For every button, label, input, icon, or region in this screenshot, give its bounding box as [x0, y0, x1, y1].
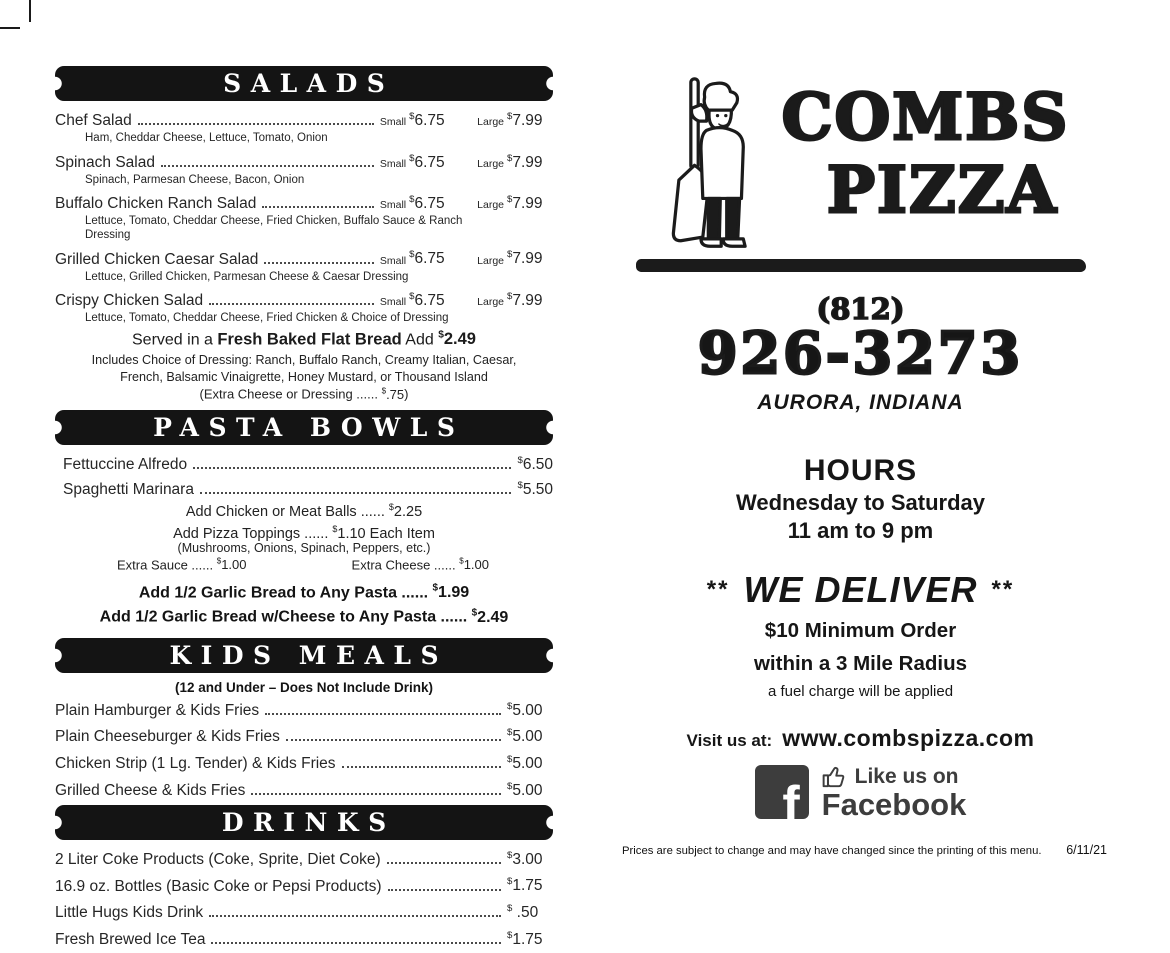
item-name: Chef Salad [55, 112, 132, 130]
salads-section-title: SALADS [223, 69, 395, 98]
extra-charge-price: $.75 [381, 386, 405, 402]
dotted-leader [286, 739, 501, 741]
footer [608, 843, 1113, 857]
delivery-headline [608, 569, 1113, 610]
meatballs-note-price: $2.25 [388, 501, 423, 520]
item-price: $5.50 [517, 479, 553, 498]
menu-item-row [55, 191, 553, 242]
toppings-detail-note: (Mushrooms, Onions, Spinach, Peppers, etc.) [177, 540, 431, 555]
size-label-small: Small [379, 157, 407, 170]
size-label-small: Small [379, 296, 407, 309]
kids-section-banner [55, 638, 553, 673]
meatballs-note-pre: Add Chicken or Meat Balls ...... [185, 503, 389, 520]
dotted-leader [342, 766, 501, 768]
flatbread-note-mid: Add [401, 331, 439, 349]
size-label-large: Large [477, 116, 504, 129]
menu-item-row [63, 477, 553, 498]
dotted-leader [209, 915, 501, 917]
item-name: Grilled Cheese & Kids Fries [55, 781, 246, 799]
item-name: Buffalo Chicken Ranch Salad [55, 195, 257, 213]
item-name: Plain Hamburger & Kids Fries [55, 701, 260, 719]
crop-mark-vertical [29, 0, 31, 22]
crop-mark-horizontal [0, 27, 20, 29]
pasta-section-title: PASTA BOWLS [153, 412, 465, 442]
meatballs-note [55, 502, 553, 520]
website-line [608, 725, 1113, 752]
item-description: Lettuce, Grilled Chicken, Parmesan Cheese & Caesar Dressing [85, 270, 409, 283]
flatbread-note-bold: Fresh Baked Flat Bread [217, 330, 402, 349]
size-label-small: Small [379, 254, 407, 267]
item-price-large: $7.99 [507, 152, 543, 171]
delivery-minimum: $10 Minimum Order [764, 619, 957, 642]
item-price: $1.75 [507, 929, 543, 948]
brand-name-line2: PIZZA [826, 153, 1059, 228]
delivery-headline-text: WE DELIVER [743, 569, 978, 610]
size-label-small: Small [379, 116, 407, 129]
item-price: $3.00 [507, 849, 543, 868]
extra-sauce-note [117, 557, 247, 572]
menu-item-row [55, 873, 553, 894]
item-price-large: $7.99 [507, 291, 543, 310]
footer-date: 6/11/21 [1066, 843, 1107, 857]
item-price-small: $6.75 [409, 111, 445, 130]
item-price: $5.00 [507, 780, 543, 799]
item-name: Spaghetti Marinara [63, 480, 194, 498]
visit-label: Visit us at: [686, 731, 773, 750]
salads-section-banner [55, 66, 553, 101]
flatbread-note-pre: Served in a [132, 331, 218, 349]
dotted-leader [138, 123, 374, 125]
flatbread-note [55, 330, 553, 350]
size-label-small: Small [379, 199, 407, 212]
extra-sauce-pre: Extra Sauce ...... [117, 556, 217, 572]
toppings-note-pre: Add Pizza Toppings ...... [173, 525, 333, 542]
item-price-large: $7.99 [507, 111, 543, 130]
facebook-wordmark: Facebook [821, 787, 967, 822]
item-name: Fresh Brewed Ice Tea [55, 930, 206, 948]
menu-item-row [55, 150, 553, 188]
delivery-stars-left: ** [706, 576, 730, 603]
pasta-section-banner [55, 410, 553, 445]
item-price: $1.75 [507, 876, 543, 895]
dotted-leader [161, 165, 374, 167]
delivery-stars-right: ** [991, 576, 1015, 603]
dotted-leader [200, 492, 512, 494]
item-price-small: $6.75 [409, 249, 445, 268]
facebook-block[interactable] [608, 764, 1113, 834]
dotted-leader [211, 942, 501, 944]
garlic-bread-cheese-note [55, 603, 553, 627]
website-url[interactable]: www.combspizza.com [782, 725, 1035, 751]
item-description: Spinach, Parmesan Cheese, Bacon, Onion [85, 173, 305, 186]
extra-cheese-pre: Extra Cheese ...... [351, 556, 460, 572]
drinks-section-banner [55, 805, 553, 840]
menu-column [55, 66, 553, 953]
item-price-large: $7.99 [507, 249, 543, 268]
item-name: 16.9 oz. Bottles (Basic Coke or Pepsi Products) [55, 877, 382, 895]
hours-time: 11 am to 9 pm [787, 518, 934, 543]
dotted-leader [209, 303, 374, 305]
extra-charge-post: ) [404, 386, 409, 402]
brand-logo [608, 60, 1113, 272]
menu-item-row [55, 288, 553, 326]
item-name: Crispy Chicken Salad [55, 292, 204, 310]
phone-area-code: (812) [816, 292, 905, 326]
phone-number: 926-3273 [697, 320, 1024, 387]
garlic-bread-pre: Add 1/2 Garlic Bread to Any Pasta ...... [138, 584, 433, 602]
toppings-note-price: $1.10 [332, 523, 366, 542]
item-description: Lettuce, Tomato, Cheddar Cheese, Fried Chicken & Choice of Dressing [85, 312, 449, 325]
item-name: 2 Liter Coke Products (Coke, Sprite, Diet Coke) [55, 850, 381, 868]
pasta-section [55, 452, 553, 628]
salads-section [55, 108, 553, 402]
item-name: Plain Cheeseburger & Kids Fries [55, 728, 280, 746]
garlic-bread-note [55, 579, 553, 603]
extra-sauce-price: $1.00 [216, 556, 247, 572]
info-column [608, 60, 1113, 857]
menu-item-row [63, 452, 553, 473]
brand-name-line1: COMBS [781, 80, 1070, 155]
garlic-bread-price: $1.99 [432, 582, 470, 602]
item-name: Little Hugs Kids Drink [55, 904, 204, 922]
garlic-bread-cheese-pre: Add 1/2 Garlic Bread w/Cheese to Any Pasta ...... [99, 608, 472, 626]
facebook-icon[interactable] [755, 765, 809, 834]
facebook-f-letter: f [782, 775, 800, 834]
item-price: $6.50 [517, 454, 553, 473]
item-price-large: $7.99 [507, 194, 543, 213]
toppings-note [55, 524, 553, 542]
brand-name [738, 78, 1113, 231]
menu-item-row [55, 847, 553, 868]
size-label-large: Large [477, 254, 504, 267]
menu-item-row [55, 927, 553, 948]
footer-note: Prices are subject to change and may have changed since the printing of this menu. [622, 845, 1042, 857]
dressing-note-line2: French, Balsamic Vinaigrette, Honey Mustard, or Thousand Island [120, 369, 488, 384]
dotted-leader [387, 862, 501, 864]
kids-age-note: (12 and Under – Does Not Include Drink) [174, 679, 434, 695]
extras-line [55, 557, 553, 572]
item-price-small: $6.75 [409, 194, 445, 213]
facebook-text [821, 764, 967, 822]
item-price: $5.00 [507, 700, 543, 719]
extra-charge-pre: (Extra Cheese or Dressing ...... [199, 386, 382, 402]
item-price: $5.00 [507, 727, 543, 746]
kids-section [55, 680, 553, 799]
size-label-large: Large [477, 199, 504, 212]
extra-cheese-note [352, 557, 489, 572]
garlic-bread-cheese-price: $2.49 [471, 607, 509, 626]
drinks-section-title: DRINKS [221, 807, 396, 837]
dressing-note-line1: Includes Choice of Dressing: Ranch, Buffalo Ranch, Creamy Italian, Caesar, [91, 353, 517, 368]
logo-baseline-bar [636, 259, 1086, 272]
item-price-small: $6.75 [409, 291, 445, 310]
dotted-leader [193, 467, 511, 469]
dotted-leader [264, 262, 374, 264]
menu-item-row [55, 698, 553, 719]
item-name: Grilled Chicken Caesar Salad [55, 250, 259, 268]
menu-item-row [55, 778, 553, 799]
item-price: $5.00 [507, 753, 543, 773]
dotted-leader [388, 889, 501, 891]
menu-item-row [55, 900, 553, 921]
kids-section-title: KIDS MEALS [169, 640, 449, 670]
size-label-large: Large [477, 157, 504, 170]
dotted-leader [262, 206, 374, 208]
fuel-charge-note: a fuel charge will be applied [767, 683, 954, 700]
item-description: Lettuce, Tomato, Cheddar Cheese, Fried Chicken, Buffalo Sauce & Ranch Dressing [85, 215, 463, 241]
item-name: Fettuccine Alfredo [63, 455, 188, 473]
extra-cheese-price: $1.00 [459, 556, 489, 572]
hours-days: Wednesday to Saturday [736, 490, 985, 515]
menu-item-row [55, 246, 553, 284]
item-price-small: $6.75 [409, 152, 445, 171]
toppings-note-post: Each Item [365, 525, 435, 542]
delivery-radius: within a 3 Mile Radius [753, 652, 967, 675]
hours-title: HOURS [803, 454, 918, 487]
item-name: Spinach Salad [55, 153, 155, 171]
extra-charge-note [55, 386, 553, 401]
dotted-leader [251, 793, 501, 795]
drinks-section [55, 847, 553, 948]
menu-item-row [55, 724, 553, 745]
like-us-text: Like us on [854, 765, 959, 788]
dotted-leader [265, 713, 501, 715]
dressing-note [55, 352, 553, 385]
brand-location: AURORA, INDIANA [757, 391, 964, 414]
menu-item-row [55, 751, 553, 772]
menu-item-row [55, 108, 553, 146]
item-price: $ .50 [507, 903, 539, 922]
item-name: Chicken Strip (1 Lg. Tender) & Kids Fries [55, 755, 336, 773]
size-label-large: Large [477, 296, 504, 309]
item-description: Ham, Cheddar Cheese, Lettuce, Tomato, Onion [85, 132, 328, 145]
flatbread-note-price: $2.49 [438, 329, 476, 349]
